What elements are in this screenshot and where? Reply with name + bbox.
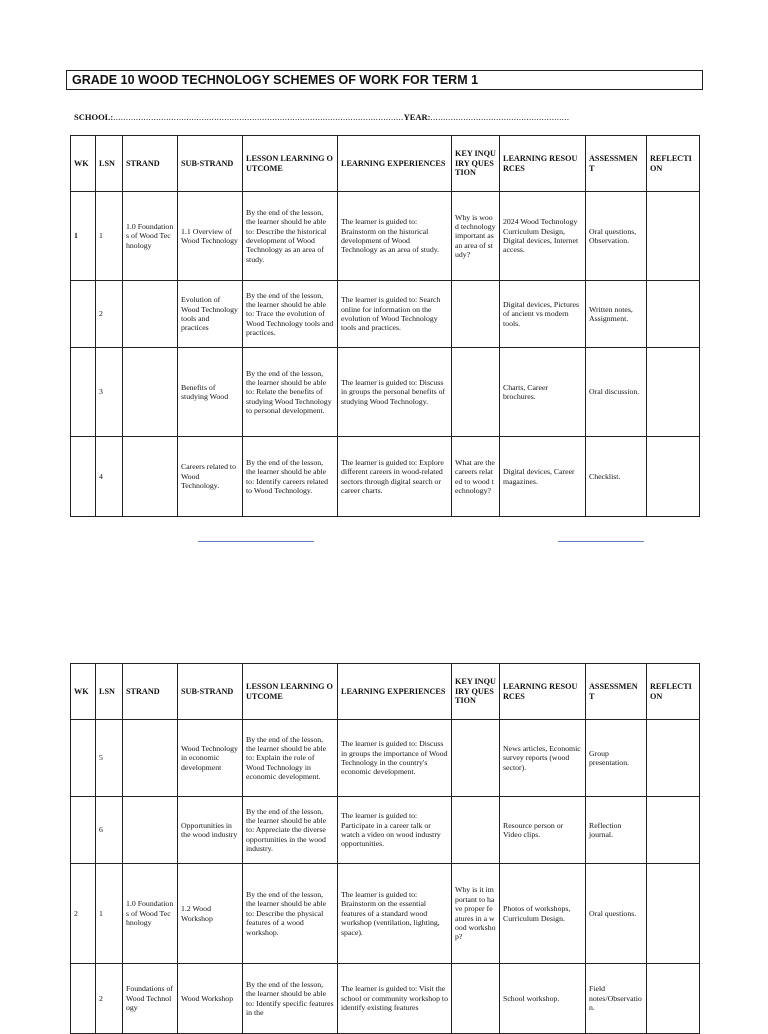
cell-wk [71,281,96,348]
table-header-row [71,136,700,192]
cell-outcome: By the end of the lesson, the learner should be able to: Identify careers related to Wood Technology. [243,437,338,517]
cell-wk [71,720,96,797]
table-row [71,281,700,348]
cell-inquiry [452,348,500,437]
cell-strand: 1.0 Foundations of Wood Technology [123,192,178,281]
cell-substrand: Opportunities in the wood industry [178,797,243,864]
cell-resources: Photos of workshops, Curriculum Design. [500,864,586,964]
cell-reflection [647,964,700,1034]
cell-assessment: Group presentation. [586,720,647,797]
cell-resources: Charts, Career brochures. [500,348,586,437]
document-title: GRADE 10 WOOD TECHNOLOGY SCHEMES OF WORK FOR TERM 1 [66,70,703,90]
cell-strand [123,437,178,517]
table-row [71,720,700,797]
cell-inquiry [452,720,500,797]
cell-lsn: 2 [96,281,123,348]
cell-reflection [647,281,700,348]
header-inquiry: KEY INQUIRY QUESTION [452,136,500,192]
scheme-table-2 [70,663,700,1034]
header-lsn: LSN [96,664,123,720]
cell-assessment: Oral discussion. [586,348,647,437]
cell-reflection [647,797,700,864]
cell-strand: 1.0 Foundations of Wood Technology [123,864,178,964]
cell-strand [123,797,178,864]
scheme-table-1 [70,135,700,517]
school-label: SCHOOL: [74,112,114,122]
header-reflection: REFLECTION [647,664,700,720]
cell-substrand: Wood Workshop [178,964,243,1034]
cell-lsn: 5 [96,720,123,797]
cell-resources: Digital devices, Pictures of ancient vs modern tools. [500,281,586,348]
cell-outcome: By the end of the lesson, the learner should be able to: Describe the historical development of Wood Technology as an area of study. [243,192,338,281]
cell-lsn: 3 [96,348,123,437]
cell-substrand: Evolution of Wood Technology tools and practices [178,281,243,348]
cell-outcome: By the end of the lesson, the learner should be able to: Trace the evolution of Wood Technology tools and practices. [243,281,338,348]
cell-experiences: The learner is guided to: Visit the school or community workshop to identify existing features [338,964,452,1034]
header-wk: WK [71,664,96,720]
cell-strand [123,281,178,348]
header-strand: STRAND [123,136,178,192]
cell-reflection [647,720,700,797]
cell-experiences: The learner is guided to: Brainstorm on the historical development of Wood Technology as an area of study. [338,192,452,281]
cell-substrand: 1.1 Overview of Wood Technology [178,192,243,281]
school-year-line [74,112,699,124]
header-outcome: LESSON LEARNING OUTCOME [243,136,338,192]
cell-inquiry [452,281,500,348]
cell-resources: Digital devices, Career magazines. [500,437,586,517]
cell-resources: News articles, Economic survey reports (wood sector). [500,720,586,797]
table-row [71,964,700,1034]
cell-assessment: Reflection journal. [586,797,647,864]
table-row [71,192,700,281]
header-substrand: SUB-STRAND [178,664,243,720]
cell-wk [71,797,96,864]
cell-strand [123,720,178,797]
cell-wk: 1 [71,192,96,281]
table-row [71,348,700,437]
cell-substrand: Wood Technology in economic development [178,720,243,797]
cell-reflection [647,437,700,517]
header-inquiry: KEY INQUIRY QUESTION [452,664,500,720]
cell-outcome: By the end of the lesson, the learner should be able to: Identify specific features in the [243,964,338,1034]
cell-lsn: 2 [96,964,123,1034]
cell-assessment: Checklist. [586,437,647,517]
cell-assessment: Written notes, Assignment. [586,281,647,348]
cell-substrand: 1.2 Wood Workshop [178,864,243,964]
cell-reflection [647,192,700,281]
cell-resources: Resource person or Video clips. [500,797,586,864]
table-header-row [71,664,700,720]
header-resources: LEARNING RESOURCES [500,136,586,192]
cell-experiences: The learner is guided to: Brainstorm on the essential features of a standard wood workshop (ventilation, lighting, space). [338,864,452,964]
cell-outcome: By the end of the lesson, the learner should be able to: Explain the role of Wood Technology in economic development. [243,720,338,797]
cell-inquiry [452,964,500,1034]
cell-resources: School workshop. [500,964,586,1034]
cell-wk: 2 [71,864,96,964]
table-row [71,797,700,864]
cell-experiences: The learner is guided to: Search online for information on the evolution of Wood Technology tools and practices. [338,281,452,348]
cell-reflection [647,348,700,437]
cell-wk [71,964,96,1034]
cell-inquiry: Why is it important to have proper features in a wood workshop? [452,864,500,964]
header-assessment: ASSESSMENT [586,664,647,720]
header-experiences: LEARNING EXPERIENCES [338,664,452,720]
school-field: ................................................................................................................... [113,112,404,122]
cell-assessment: Field notes/Observation. [586,964,647,1034]
table-row [71,437,700,517]
cell-experiences: The learner is guided to: Explore different careers in wood-related sectors through digital search or career charts. [338,437,452,517]
header-lsn: LSN [96,136,123,192]
cell-lsn: 1 [96,192,123,281]
header-assessment: ASSESSMENT [586,136,647,192]
cell-lsn: 4 [96,437,123,517]
cell-assessment: Oral questions. [586,864,647,964]
cell-experiences: The learner is guided to: Discuss in groups the personal benefits of studying Wood Technology. [338,348,452,437]
cell-experiences: The learner is guided to: Participate in a career talk or watch a video on wood industry opportunities. [338,797,452,864]
header-outcome: LESSON LEARNING OUTCOME [243,664,338,720]
cell-outcome: By the end of the lesson, the learner should be able to: Relate the benefits of studying Wood Technology to personal development. [243,348,338,437]
cell-strand: Foundations of Wood Technology [123,964,178,1034]
cell-inquiry: Why is wood technology important as an area of study? [452,192,500,281]
cell-outcome: By the end of the lesson, the learner should be able to: Appreciate the diverse opportunities in the wood industry. [243,797,338,864]
underline-left [198,541,314,542]
header-wk: WK [71,136,96,192]
cell-inquiry [452,797,500,864]
cell-reflection [647,864,700,964]
cell-wk [71,348,96,437]
cell-wk [71,437,96,517]
header-strand: STRAND [123,664,178,720]
header-experiences: LEARNING EXPERIENCES [338,136,452,192]
cell-substrand: Benefits of studying Wood [178,348,243,437]
year-label: YEAR: [403,112,431,122]
year-field: ....................................................... [430,112,570,122]
cell-resources: 2024 Wood Technology Curriculum Design, Digital devices, Internet access. [500,192,586,281]
cell-outcome: By the end of the lesson, the learner should be able to: Describe the physical features of a wood workshop. [243,864,338,964]
cell-inquiry: What are the careers related to wood technology? [452,437,500,517]
header-substrand: SUB-STRAND [178,136,243,192]
cell-substrand: Careers related to Wood Technology. [178,437,243,517]
header-reflection: REFLECTION [647,136,700,192]
underline-right [558,541,644,542]
cell-strand [123,348,178,437]
cell-lsn: 6 [96,797,123,864]
cell-experiences: The learner is guided to: Discuss in groups the importance of Wood Technology in the country's economic development. [338,720,452,797]
header-resources: LEARNING RESOURCES [500,664,586,720]
cell-assessment: Oral questions, Observation. [586,192,647,281]
table-row [71,864,700,964]
cell-lsn: 1 [96,864,123,964]
